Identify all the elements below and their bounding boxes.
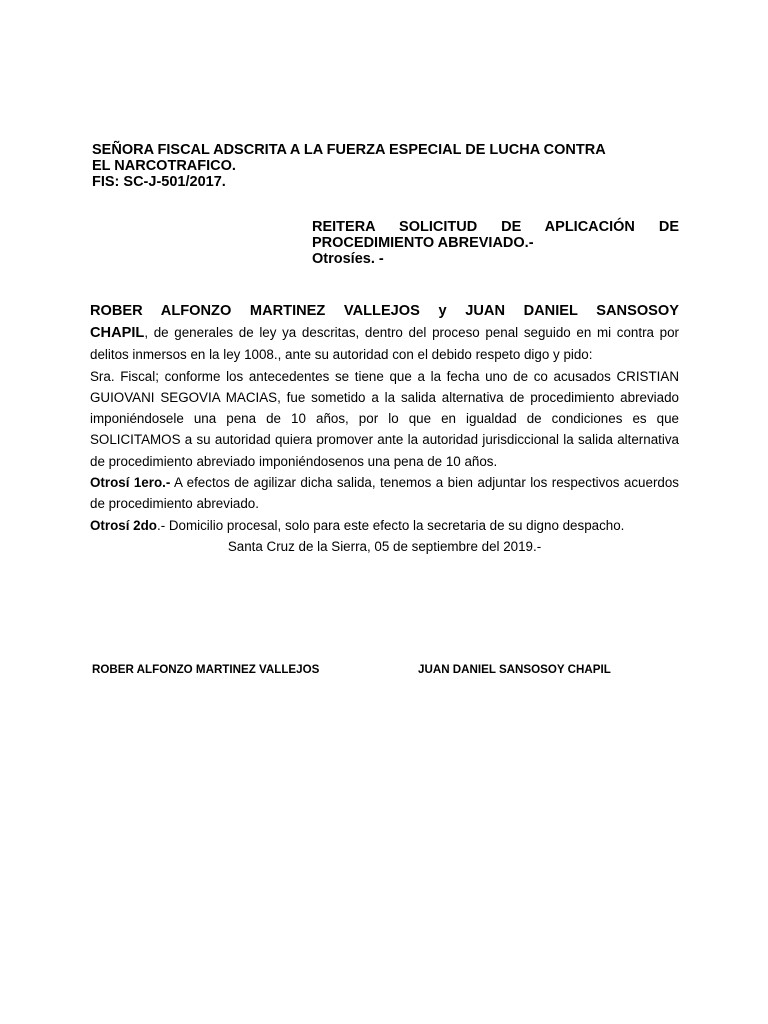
case-number: FIS: SC-J-501/2017. (92, 174, 226, 190)
heading-line-2: EL NARCOTRAFICO. (92, 158, 236, 174)
signer-1-name: ROBER ALFONZO MARTINEZ VALLEJOS (92, 663, 320, 676)
otrosi-1-paragraph (90, 472, 679, 515)
otrosi-2-text: .- Domicilio procesal, solo para este efecto la secretaria de su digno despacho. (156, 517, 625, 533)
intro-text: , de generales de ley ya descritas, dentro del proceso penal seguido en mi contra por delitos inmersos en la ley 1008., ante su autoridad con el debido respeto digo y pido: (90, 325, 679, 363)
addressee-heading (92, 142, 682, 190)
reference-line-3: Otrosíes. - (312, 251, 384, 267)
document-body (90, 300, 679, 557)
otrosi-2-label: Otrosí 2do (90, 517, 157, 533)
date-line: Santa Cruz de la Sierra, 05 de septiembre del 2019.- (227, 538, 542, 554)
otrosi-1-label: Otrosí 1ero.- (90, 475, 171, 491)
request-paragraph: Sra. Fiscal; conforme los antecedentes se tiene que a la fecha uno de co acusados CRISTIAN GUIOVANI SEGOVIA MACIAS, fue sometido a la salida alternativa de procedimiento abreviado imponiéndosele una pena de 10 años, por lo que en igualdad de condiciones es que SOLICITAMOS a su autoridad quiera promover ante la autoridad jurisdiccional la salida alternativa de procedimiento abreviado imponiéndosenos una pena de 10 años. (90, 368, 679, 469)
reference-block (312, 219, 679, 267)
otrosi-2-paragraph (90, 515, 679, 536)
signer-2-name: JUAN DANIEL SANSOSOY CHAPIL (418, 663, 611, 676)
heading-line-1: SEÑORA FISCAL ADSCRITA A LA FUERZA ESPECIAL DE LUCHA CONTRA (92, 142, 606, 158)
intro-paragraph (90, 322, 679, 366)
petitioners-names: ROBER ALFONZO MARTINEZ VALLEJOS y JUAN DANIEL SANSOSOY (90, 303, 679, 319)
otrosi-1-text: A efectos de agilizar dicha salida, tenemos a bien adjuntar los respectivos acuerdos de procedimiento abreviado. (90, 475, 679, 512)
petitioner-surname: CHAPIL (90, 325, 145, 341)
reference-line-1: REITERA SOLICITUD DE APLICACIÓN DE (312, 219, 679, 235)
reference-line-2: PROCEDIMIENTO ABREVIADO.- (312, 235, 534, 251)
